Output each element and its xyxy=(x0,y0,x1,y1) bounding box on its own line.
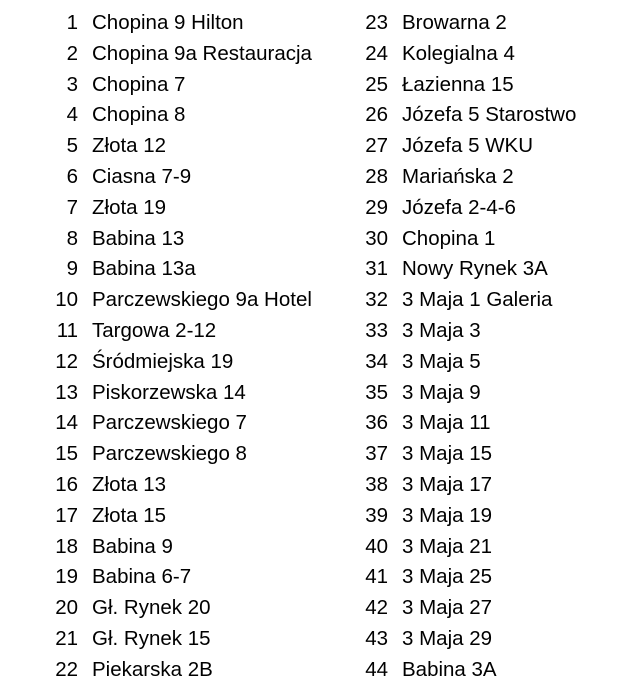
item-number: 9 xyxy=(66,257,78,281)
item-address: 3 Maja 9 xyxy=(402,380,481,404)
item-address: Browarna 2 xyxy=(402,11,507,34)
item-address: Złota 19 xyxy=(92,195,167,219)
list-item xyxy=(38,39,312,70)
item-address: Parczewskiego 8 xyxy=(92,442,247,466)
item-number: 5 xyxy=(66,134,78,158)
item-address: 3 Maja 3 xyxy=(402,318,481,342)
item-number: 22 xyxy=(55,657,78,681)
list-item xyxy=(348,100,576,131)
item-number: 21 xyxy=(55,626,78,650)
item-number: 7 xyxy=(66,195,78,219)
list-item xyxy=(348,254,576,285)
list-item xyxy=(348,70,576,101)
item-number: 23 xyxy=(365,11,388,34)
item-number: 8 xyxy=(66,226,78,250)
item-address: 3 Maja 25 xyxy=(402,565,493,589)
item-number: 33 xyxy=(365,318,388,342)
item-number: 4 xyxy=(66,103,78,127)
list-item xyxy=(38,8,312,39)
item-address: Babina 6-7 xyxy=(92,565,192,589)
item-address: Chopina 7 xyxy=(92,72,186,96)
list-item xyxy=(348,347,576,378)
item-number: 13 xyxy=(55,380,78,404)
item-number: 37 xyxy=(365,442,388,466)
item-address: Złota 15 xyxy=(92,503,167,527)
item-address: Babina 3A xyxy=(402,657,497,681)
list-item xyxy=(348,408,576,439)
list-item xyxy=(38,254,312,285)
item-number: 40 xyxy=(365,534,388,558)
item-number: 16 xyxy=(55,472,78,496)
item-number: 28 xyxy=(365,164,388,188)
item-number: 10 xyxy=(55,288,78,312)
item-address: Łazienna 15 xyxy=(402,72,514,96)
item-address: Józefa 5 WKU xyxy=(402,134,534,158)
item-address: 3 Maja 5 xyxy=(402,349,481,373)
item-number: 30 xyxy=(365,226,388,250)
list-item xyxy=(348,8,576,39)
list-item xyxy=(38,316,312,347)
item-address: Parczewskiego 7 xyxy=(92,411,247,435)
list-item xyxy=(38,131,312,162)
list-item xyxy=(348,285,576,316)
list-item xyxy=(38,347,312,378)
item-number: 14 xyxy=(55,411,78,435)
list-item xyxy=(348,593,576,624)
item-address: Babina 13a xyxy=(92,257,196,281)
item-number: 42 xyxy=(365,596,388,620)
list-item xyxy=(348,193,576,224)
item-number: 36 xyxy=(365,411,388,435)
list-item xyxy=(38,162,312,193)
list-item xyxy=(348,439,576,470)
item-address: 3 Maja 21 xyxy=(402,534,493,558)
item-address: Gł. Rynek 15 xyxy=(92,626,211,650)
item-number: 18 xyxy=(55,534,78,558)
item-address: Gł. Rynek 20 xyxy=(92,596,211,620)
item-number: 20 xyxy=(55,596,78,620)
list-item xyxy=(38,285,312,316)
list-item xyxy=(38,470,312,501)
list-item xyxy=(348,655,576,686)
item-address: Chopina 9a Restauracja xyxy=(92,41,312,65)
item-address: Chopina 9 Hilton xyxy=(92,11,244,34)
list-item xyxy=(348,224,576,255)
address-list-left xyxy=(38,8,312,686)
list-item xyxy=(348,131,576,162)
item-address: 3 Maja 27 xyxy=(402,596,493,620)
item-address: Kolegialna 4 xyxy=(402,41,515,65)
list-item xyxy=(348,624,576,655)
item-address: Babina 13 xyxy=(92,226,185,250)
item-number: 29 xyxy=(365,195,388,219)
item-address: Nowy Rynek 3A xyxy=(402,257,548,281)
item-number: 25 xyxy=(365,72,388,96)
item-number: 12 xyxy=(55,349,78,373)
item-address: Józefa 5 Starostwo xyxy=(402,103,577,127)
item-number: 38 xyxy=(365,472,388,496)
item-address: Babina 9 xyxy=(92,534,173,558)
list-item xyxy=(38,562,312,593)
item-address: Chopina 1 xyxy=(402,226,496,250)
list-item xyxy=(348,532,576,563)
item-address: 3 Maja 29 xyxy=(402,626,493,650)
item-number: 24 xyxy=(365,41,388,65)
item-number: 15 xyxy=(55,442,78,466)
item-address: Chopina 8 xyxy=(92,103,186,127)
list-item xyxy=(348,501,576,532)
item-address: Ciasna 7-9 xyxy=(92,164,192,188)
item-number: 3 xyxy=(66,72,78,96)
item-address: Piekarska 2B xyxy=(92,657,213,681)
item-address: Złota 13 xyxy=(92,472,167,496)
list-item xyxy=(38,408,312,439)
item-address: 3 Maja 17 xyxy=(402,472,493,496)
list-item xyxy=(38,501,312,532)
item-address: Targowa 2-12 xyxy=(92,318,217,342)
item-number: 34 xyxy=(365,349,388,373)
list-item xyxy=(348,470,576,501)
item-address: 3 Maja 1 Galeria xyxy=(402,288,553,312)
item-number: 35 xyxy=(365,380,388,404)
item-number: 31 xyxy=(365,257,388,281)
list-item xyxy=(38,655,312,686)
list-item xyxy=(38,593,312,624)
list-item xyxy=(348,39,576,70)
item-address: Parczewskiego 9a Hotel xyxy=(92,288,312,312)
item-address: Mariańska 2 xyxy=(402,164,514,188)
item-number: 44 xyxy=(365,657,388,681)
item-number: 1 xyxy=(66,11,78,34)
list-item xyxy=(38,193,312,224)
item-number: 26 xyxy=(365,103,388,127)
item-number: 19 xyxy=(55,565,78,589)
item-address: Piskorzewska 14 xyxy=(92,380,246,404)
item-number: 32 xyxy=(365,288,388,312)
list-item xyxy=(38,100,312,131)
list-item xyxy=(38,532,312,563)
list-item xyxy=(348,562,576,593)
list-item xyxy=(38,378,312,409)
item-address: 3 Maja 19 xyxy=(402,503,493,527)
item-number: 11 xyxy=(56,318,78,342)
item-address: 3 Maja 11 xyxy=(402,411,491,435)
list-item xyxy=(38,70,312,101)
list-item xyxy=(38,439,312,470)
list-item xyxy=(38,224,312,255)
item-number: 43 xyxy=(365,626,388,650)
list-item xyxy=(348,378,576,409)
item-address: Złota 12 xyxy=(92,134,167,158)
item-number: 2 xyxy=(66,41,78,65)
item-address: Śródmiejska 19 xyxy=(92,349,234,373)
item-address: Józefa 2-4-6 xyxy=(402,195,516,219)
item-number: 6 xyxy=(66,164,78,188)
list-item xyxy=(38,624,312,655)
item-number: 17 xyxy=(55,503,78,527)
item-number: 39 xyxy=(365,503,388,527)
list-item xyxy=(348,316,576,347)
list-item xyxy=(348,162,576,193)
item-number: 41 xyxy=(365,565,388,589)
item-number: 27 xyxy=(365,134,388,158)
address-list-right xyxy=(348,8,576,686)
item-address: 3 Maja 15 xyxy=(402,442,493,466)
